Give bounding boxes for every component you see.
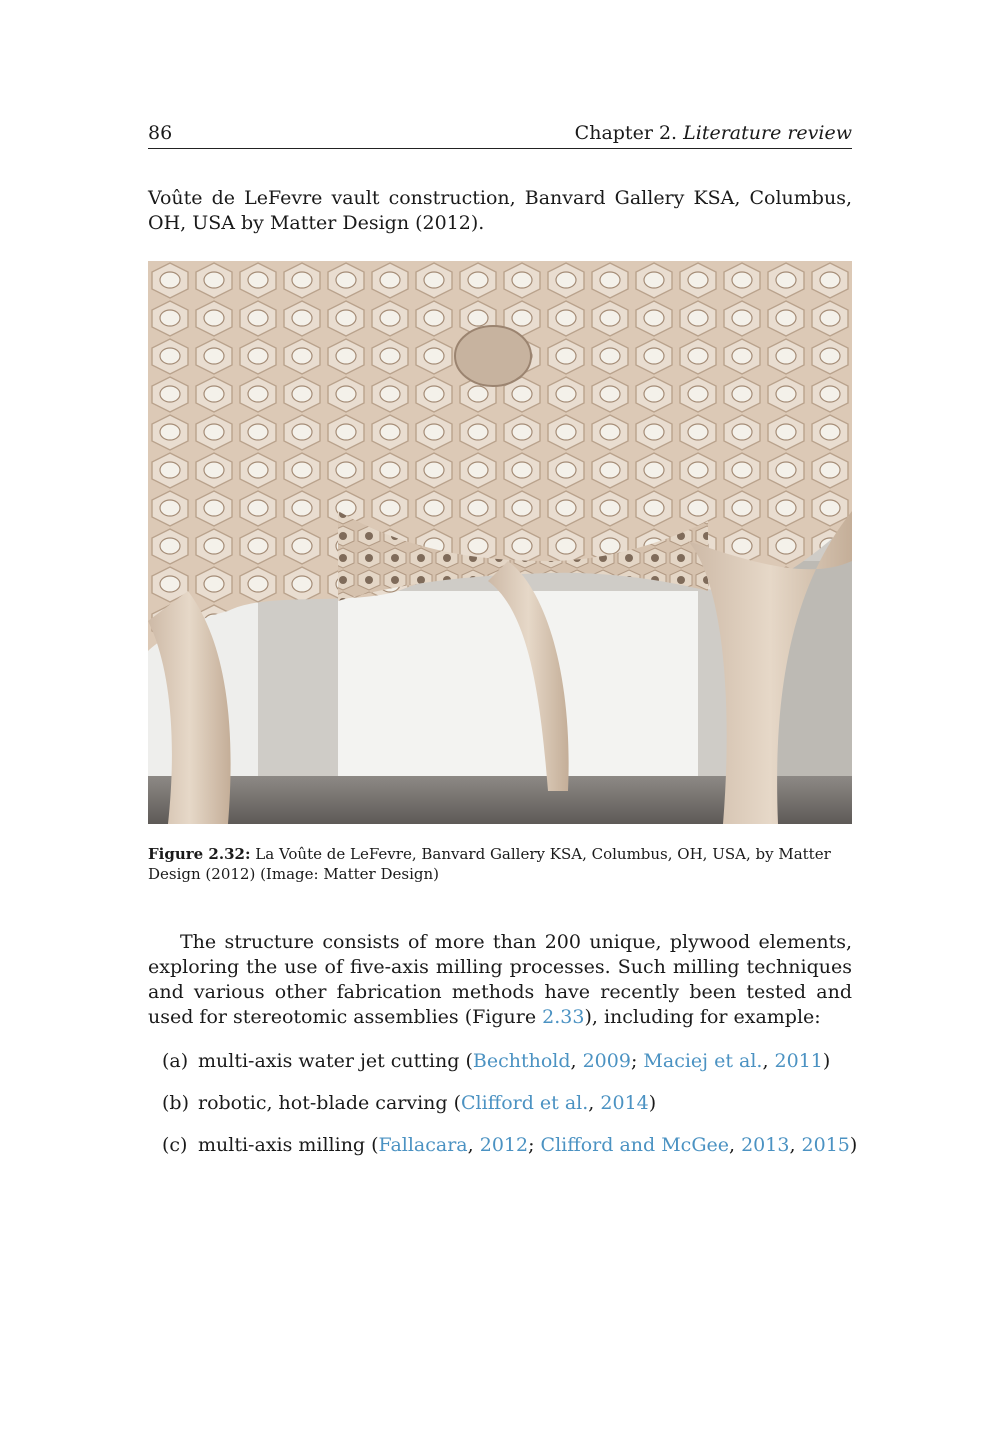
chapter-prefix: Chapter 2.: [574, 122, 678, 144]
list-item: [162, 1134, 857, 1156]
list-marker: (b): [162, 1092, 189, 1114]
separator: ,: [588, 1092, 601, 1114]
chapter-title: Literature review: [683, 122, 852, 144]
list-marker: (c): [162, 1134, 188, 1156]
list-item: [162, 1050, 830, 1072]
separator: ,: [789, 1134, 802, 1156]
citation-link[interactable]: Clifford et al.: [461, 1092, 589, 1114]
figure-label: Figure 2.32:: [148, 845, 251, 863]
separator: ,: [467, 1134, 480, 1156]
separator: ;: [528, 1134, 541, 1156]
figure-photo: [148, 261, 852, 824]
list-text: multi-axis water jet cutting (: [198, 1050, 473, 1072]
citation-link[interactable]: 2012: [479, 1134, 529, 1156]
list-marker: (a): [162, 1050, 189, 1072]
figure-caption: [148, 844, 852, 884]
figure-reference-link[interactable]: 2.33: [542, 1006, 585, 1028]
citation-link[interactable]: 2011: [774, 1050, 823, 1072]
intro-text: Voûte de LeFevre vault construction, Banvard Gallery KSA, Columbus, OH, USA by Matter Design (2012).: [148, 187, 852, 234]
citation-link[interactable]: 2009: [582, 1050, 631, 1072]
page-header: [148, 122, 852, 149]
citation-link[interactable]: 2015: [801, 1134, 850, 1156]
list-text: multi-axis milling (: [198, 1134, 379, 1156]
citation-link[interactable]: Clifford and McGee: [540, 1134, 729, 1156]
citation-link[interactable]: 2014: [600, 1092, 649, 1114]
separator: ): [822, 1050, 831, 1072]
page-number: 86: [148, 122, 173, 144]
citation-link[interactable]: Bechthold: [472, 1050, 571, 1072]
citation-link[interactable]: Maciej et al.: [643, 1050, 763, 1072]
vault-photo-illustration: [148, 261, 852, 824]
separator: ;: [630, 1050, 644, 1072]
figure-caption-text: La Voûte de LeFevre, Banvard Gallery KSA, Columbus, OH, USA, by Matter Design (2012) (Image: Matter Design): [148, 845, 831, 883]
separator: ): [849, 1134, 858, 1156]
separator: ,: [762, 1050, 775, 1072]
separator: ,: [729, 1134, 742, 1156]
citation-link[interactable]: Fallacara: [378, 1134, 468, 1156]
body-text: ), including for example:: [584, 1006, 821, 1028]
chapter-heading: [575, 122, 852, 144]
body-paragraph: [148, 930, 852, 1030]
separator: ,: [570, 1050, 583, 1072]
list-text: robotic, hot-blade carving (: [198, 1092, 462, 1114]
list-item: [162, 1092, 656, 1114]
citation-link[interactable]: 2013: [741, 1134, 790, 1156]
separator: ): [648, 1092, 657, 1114]
body-text: The structure consists of more than 200 unique, plywood elements, exploring the use of five-axis milling processes. Such milling techniques and various other fabrication methods have recently been tested and used for stereotomic assemblies (Figure: [148, 931, 852, 1028]
